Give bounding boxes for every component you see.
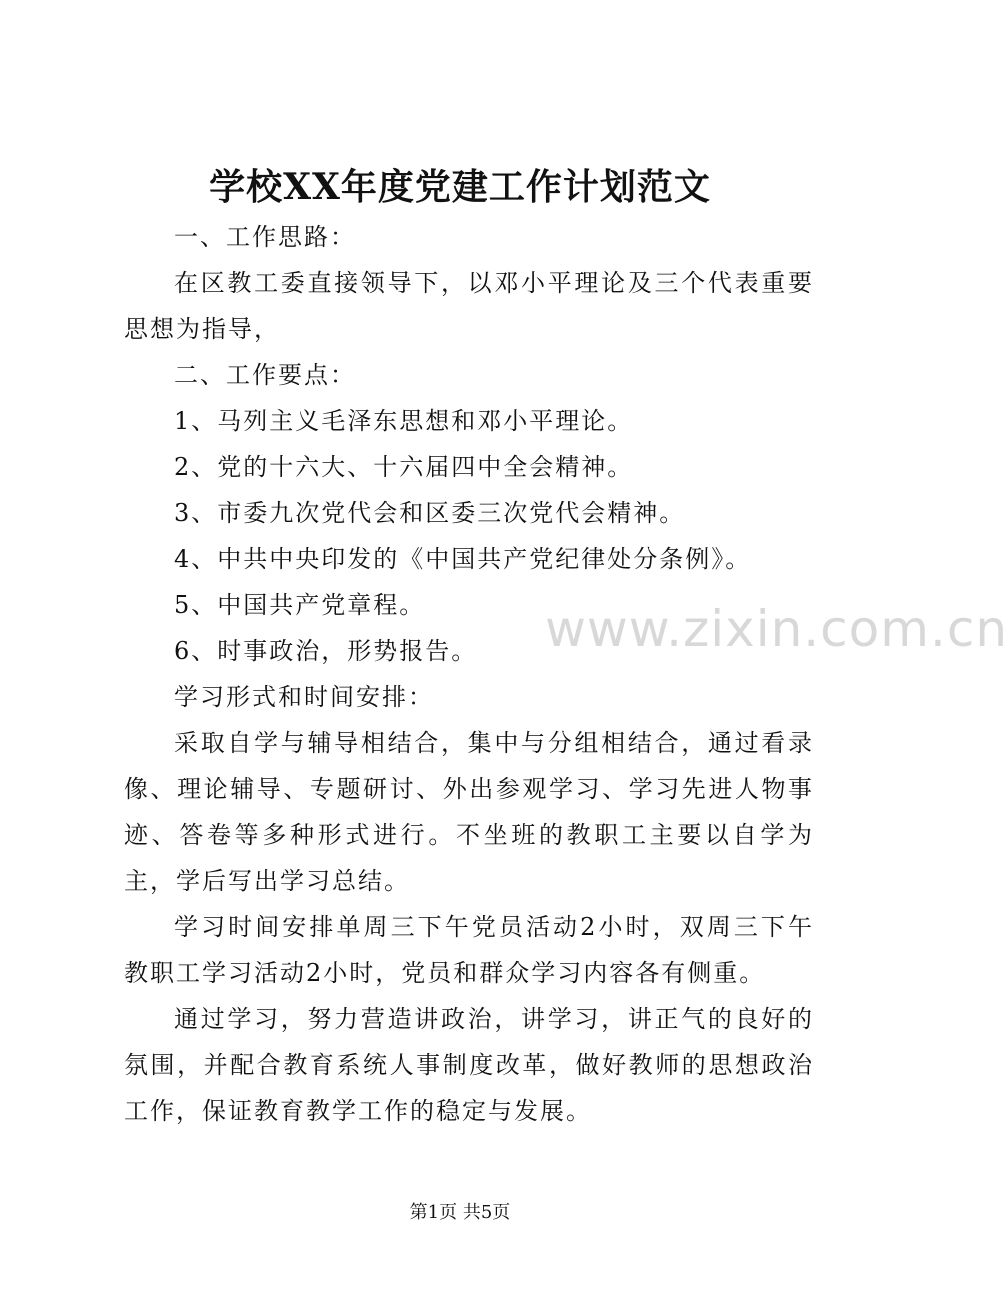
paragraph: 采取自学与辅导相结合，集中与分组相结合，通过看录像、理论辅导、专题研讨、外出参观学习、学习先进人物事迹、答卷等多种形式进行。不坐班的教职工主要以自学为主，学后写出学习总结。: [124, 729, 814, 895]
section-heading: 学习形式和时间安排：: [174, 683, 434, 711]
page-footer: 第1页 共5页: [409, 1202, 511, 1223]
section-heading: 二、工作要点：: [174, 361, 356, 389]
paragraph: 学习时间安排单周三下午党员活动2小时，双周三下午教职工学习活动2小时，党员和群众学习内容各有侧重。: [124, 913, 814, 987]
list-item: 6、时事政治，形势报告。: [174, 637, 478, 665]
list-item: 5、中国共产党章程。: [174, 591, 426, 619]
paragraph: 在区教工委直接领导下，以邓小平理论及三个代表重要思想为指导，: [124, 269, 814, 343]
list-item: 2、党的十六大、十六届四中全会精神。: [174, 453, 634, 481]
section-heading: 一、工作思路：: [174, 223, 356, 251]
document-body: [124, 214, 814, 1134]
list-item: 4、中共中央印发的《中国共产党纪律处分条例》。: [174, 545, 752, 573]
document-title: 学校XX年度党建工作计划范文: [209, 166, 711, 208]
watermark: www.zixin.com.cn: [545, 600, 1008, 658]
list-item: 1、马列主义毛泽东思想和邓小平理论。: [174, 407, 634, 435]
list-item: 3、市委九次党代会和区委三次党代会精神。: [174, 499, 686, 527]
paragraph: 通过学习，努力营造讲政治，讲学习，讲正气的良好的氛围，并配合教育系统人事制度改革，做好教师的思想政治工作，保证教育教学工作的稳定与发展。: [124, 1005, 814, 1125]
